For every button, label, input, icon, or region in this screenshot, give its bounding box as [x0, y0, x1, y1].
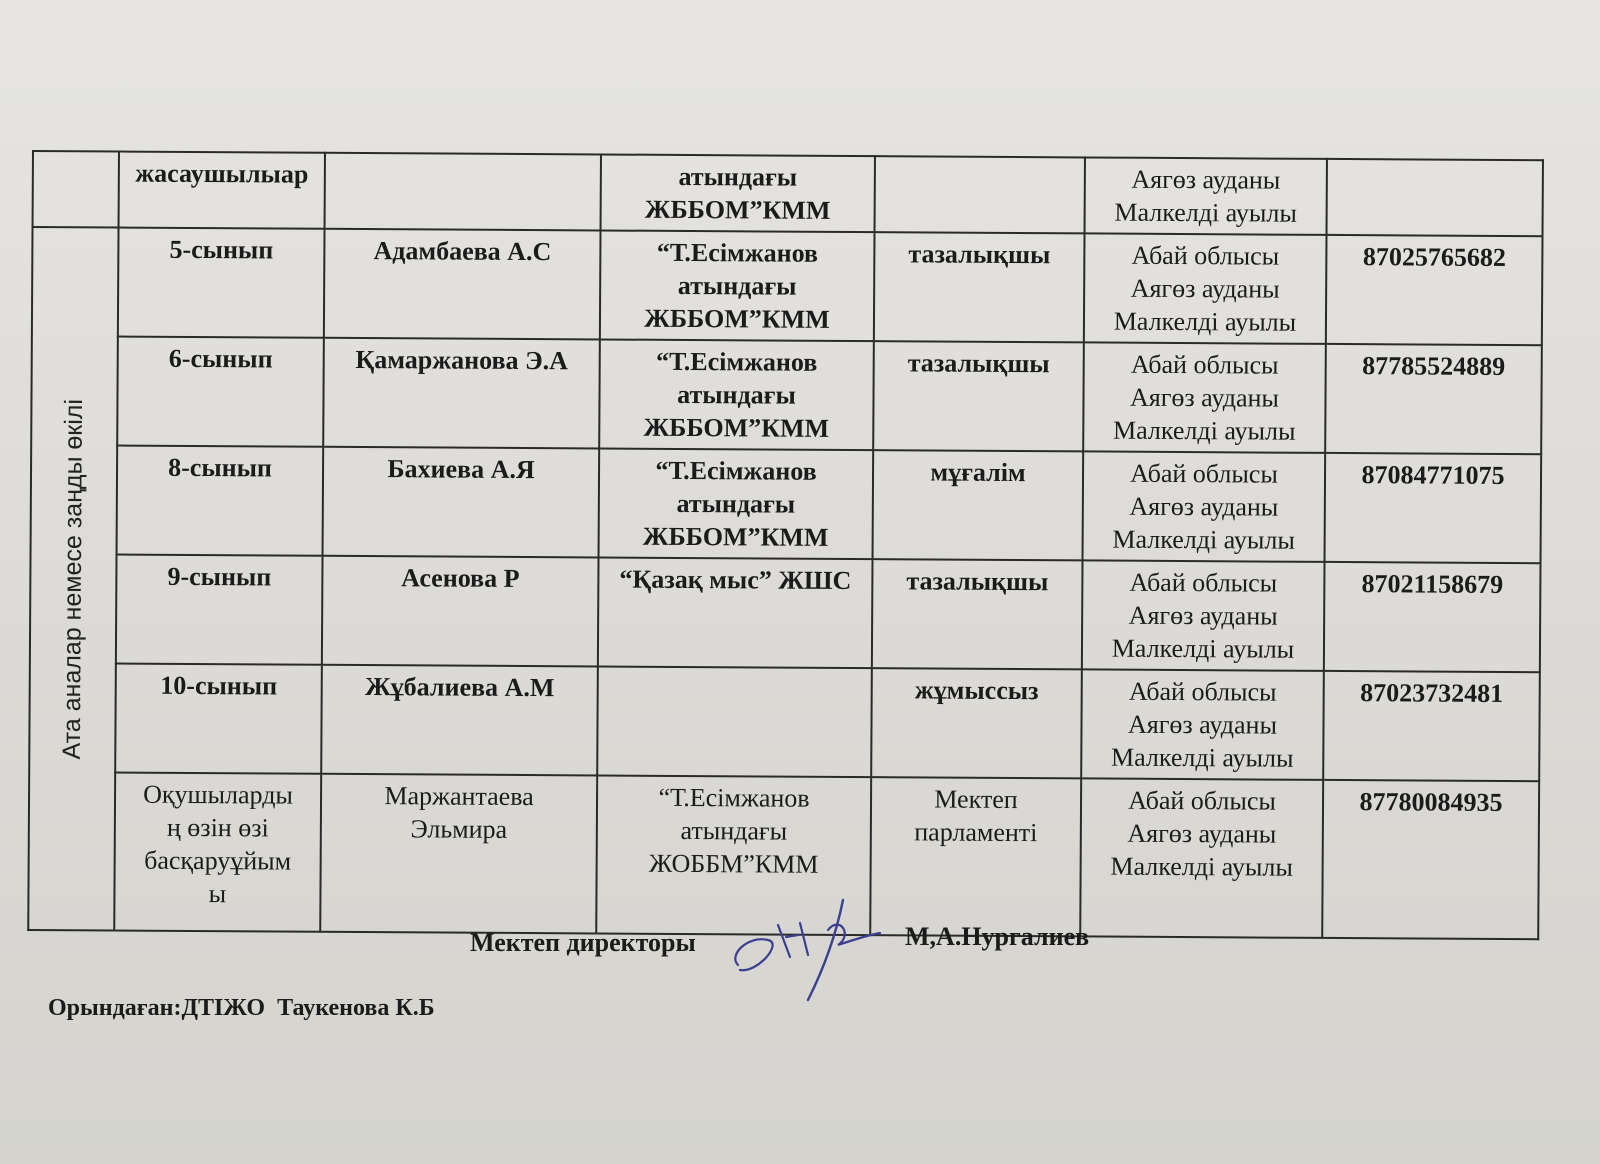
cell-line: Аягөз ауданы — [1127, 709, 1278, 740]
cell-top-col5 — [1085, 157, 1327, 234]
workplace-cell — [600, 230, 875, 341]
position-cell: тазалықшы — [874, 232, 1085, 342]
name-cell — [320, 774, 597, 934]
cell-line: Малкелді ауылы — [1111, 633, 1295, 664]
cell-line: Абай облысы — [1131, 240, 1280, 271]
cell-line: Абай облысы — [1130, 458, 1278, 489]
phone-cell: 87021158679 — [1324, 562, 1541, 672]
cell-top-col2 — [325, 153, 601, 231]
cell-line: атындағы — [678, 161, 798, 192]
cell-line: Аягөз ауданы — [1129, 491, 1279, 522]
director-name: М,А.Нургалиев — [905, 922, 1090, 951]
phone-cell: 87025765682 — [1326, 235, 1543, 345]
cell-line: “Т.Есімжанов — [656, 237, 819, 268]
cell-top-col1: жасаушылыар — [119, 152, 325, 229]
table-row — [30, 554, 1541, 672]
cell-line: “Т.Есімжанов — [655, 455, 817, 486]
position-cell: тазалықшы — [872, 559, 1083, 669]
cell-line: Малкелді ауылы — [1110, 851, 1293, 882]
workplace-cell — [599, 339, 874, 450]
cell-line: Абай облысы — [1129, 567, 1278, 598]
address-cell — [1083, 342, 1326, 452]
side-label-cell — [28, 227, 118, 931]
class-cell: 9-сынып — [116, 555, 323, 665]
name-cell: Адамбаева А.С — [324, 229, 601, 340]
address-cell — [1081, 669, 1324, 779]
table-row — [31, 336, 1542, 454]
position-cell: жұмыссыз — [871, 668, 1082, 778]
side-label: Ата аналар немесе заңды өкілі — [57, 398, 88, 760]
class-cell: 6-сынып — [117, 337, 324, 447]
cell-line: атындағы — [680, 815, 788, 846]
cell-line: Аягөз ауданы — [1128, 600, 1278, 631]
signature-icon — [728, 895, 888, 1005]
address-cell — [1082, 560, 1325, 670]
table-row — [32, 227, 1543, 345]
cell-top-col3 — [601, 154, 875, 232]
cell-line: Аягөз ауданы — [1131, 164, 1281, 195]
cell-line: атындағы — [677, 270, 797, 301]
cell-line: Абай облысы — [1128, 785, 1276, 816]
cell-line: Малкелді ауылы — [1112, 415, 1296, 446]
executor-line: Орындаған:ДТІЖО Таукенова К.Б — [48, 995, 435, 1021]
cell-line: ЖББОМ”КММ — [643, 412, 830, 443]
cell-line: ЖББОМ”КММ — [642, 521, 829, 552]
position-cell: мұғалім — [873, 450, 1084, 560]
name-cell: Асенова Р — [322, 556, 599, 667]
position-cell: тазалықшы — [873, 341, 1084, 451]
cell-line: ЖОББМ”КММ — [648, 848, 819, 879]
cell-line: атындағы — [677, 379, 796, 410]
cell-line: басқаруұйым — [144, 845, 292, 876]
cell-line: Аягөз ауданы — [1129, 382, 1280, 413]
class-cell: 5-сынып — [118, 228, 325, 338]
cell-line: Аягөз ауданы — [1130, 273, 1280, 304]
cell-line: ЖББОМ”КММ — [644, 194, 831, 225]
phone-cell: 87780084935 — [1322, 780, 1539, 939]
director-label: Мектеп директоры — [470, 928, 696, 957]
workplace-cell — [599, 448, 874, 559]
cell-line: “Қазақ мыс” ЖШС — [619, 564, 852, 596]
cell-line: “Т.Есімжанов — [658, 782, 810, 813]
address-cell — [1084, 233, 1327, 343]
parents-table — [27, 150, 1544, 940]
cell-line: Малкелді ауылы — [1110, 742, 1294, 773]
cell-line: Малкелді ауылы — [1114, 197, 1297, 228]
cell-line: “Т.Есімжанов — [655, 346, 818, 377]
cell-line: Малкелді ауылы — [1113, 306, 1297, 337]
cell-line: Абай облысы — [1128, 676, 1277, 707]
cell-line: Малкелді ауылы — [1112, 524, 1295, 555]
cell-line: парламенті — [914, 817, 1038, 848]
address-cell — [1083, 451, 1326, 561]
cell-line: ЖББОМ”КММ — [644, 303, 830, 334]
cell-line: Абай облысы — [1130, 349, 1279, 380]
phone-cell: 87785524889 — [1325, 344, 1542, 454]
position-cell — [870, 777, 1081, 936]
cell-line: Аягөз ауданы — [1127, 818, 1277, 849]
corner-cell — [33, 151, 119, 228]
cell-line: ң өзін өзі — [166, 812, 269, 843]
phone-cell: 87084771075 — [1325, 453, 1542, 563]
workplace-cell — [598, 557, 873, 668]
table-header-row — [33, 151, 1543, 236]
class-cell: 8-сынып — [117, 446, 324, 556]
cell-line: Маржантаева — [384, 781, 534, 812]
table-row — [31, 445, 1542, 563]
cell-line: Эльмира — [410, 814, 508, 844]
cell-line: Оқушыларды — [143, 779, 294, 810]
cell-line: ы — [208, 879, 227, 909]
name-cell: Қамаржанова Э.А — [323, 338, 600, 449]
class-cell: 10-сынып — [115, 664, 322, 774]
address-cell — [1080, 778, 1323, 937]
name-cell: Бахиева А.Я — [323, 447, 600, 558]
workplace-cell — [597, 666, 872, 777]
cell-line: атындағы — [676, 488, 796, 519]
table-row — [29, 663, 1540, 781]
name-cell: Жұбалиева А.М — [321, 665, 598, 776]
class-cell — [114, 773, 321, 932]
phone-cell: 87023732481 — [1323, 671, 1540, 781]
cell-top-col6 — [1327, 159, 1543, 236]
cell-top-col4 — [875, 156, 1085, 233]
cell-line: Мектеп — [934, 784, 1018, 815]
